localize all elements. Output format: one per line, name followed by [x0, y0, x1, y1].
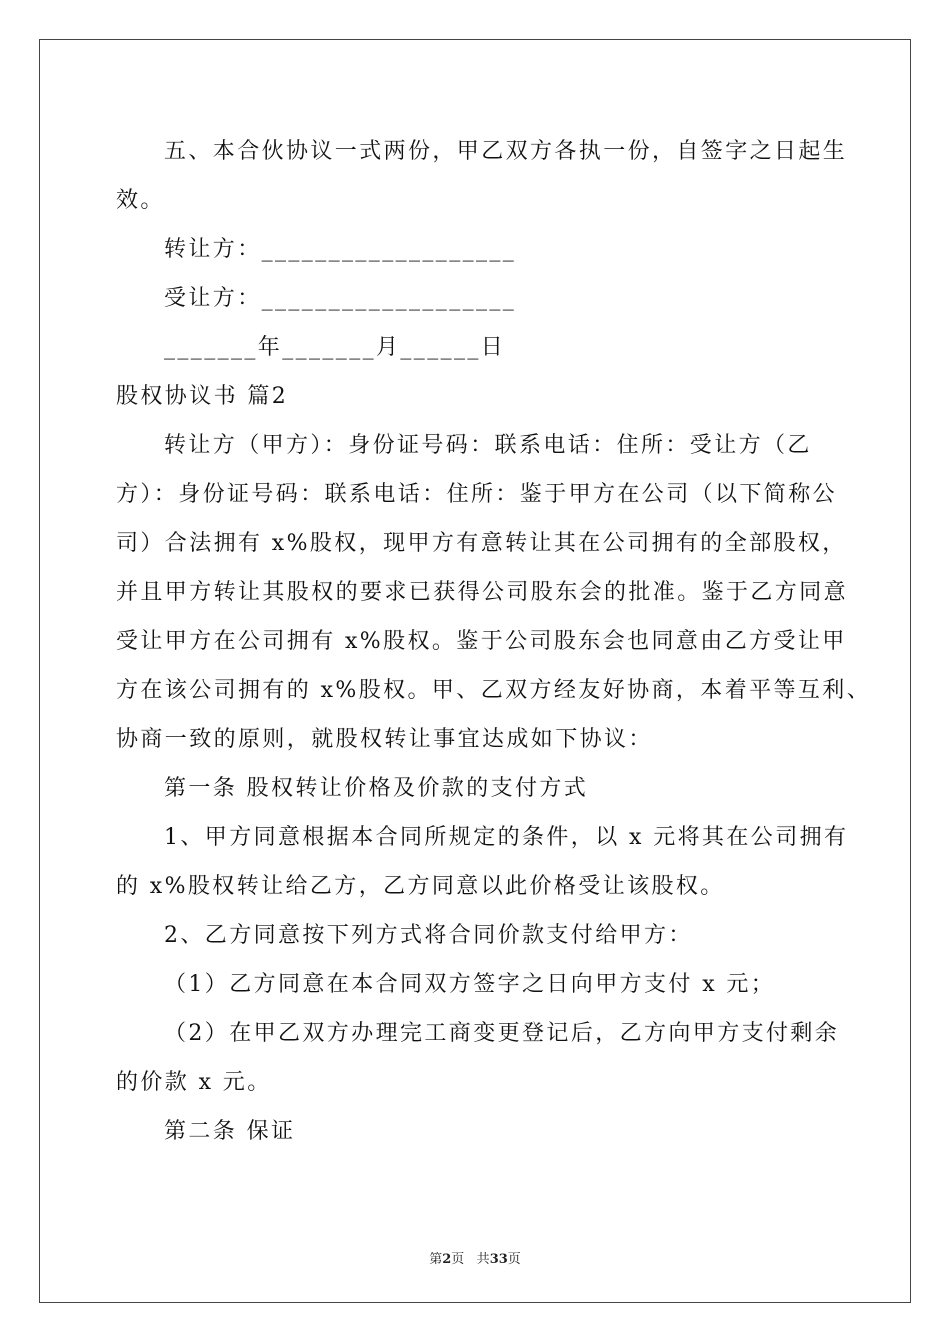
date-line: _______年_______月______日: [164, 335, 506, 360]
paragraph-line: 协商一致的原则，就股权转让事宜达成如下协议：: [116, 727, 653, 752]
paragraph-line: （2）在甲乙双方办理完工商变更登记后，乙方向甲方支付剩余: [164, 1021, 840, 1046]
signature-transferor: 转让方：___________________: [164, 237, 517, 262]
paragraph-line: 的价款 x 元。: [116, 1070, 272, 1095]
paragraph-line: 效。: [116, 188, 165, 213]
paragraph-line: 受让甲方在公司拥有 x%股权。鉴于公司股东会也同意由乙方受让甲: [116, 629, 847, 654]
total-suffix: 页: [507, 1252, 521, 1267]
total-prefix: 共: [476, 1252, 490, 1267]
paragraph-line: 的 x%股权转让给乙方，乙方同意以此价格受让该股权。: [116, 874, 725, 899]
page-footer: [0, 1248, 950, 1267]
paragraph-line: 转让方（甲方）：身份证号码：联系电话：住所：受让方（乙: [164, 433, 812, 458]
page-number: 2: [442, 1252, 452, 1267]
paragraph-line: 司）合法拥有 x%股权，现甲方有意转让其在公司拥有的全部股权，: [116, 531, 847, 556]
paragraph-line: 方）：身份证号码：联系电话：住所：鉴于甲方在公司（以下简称公: [116, 482, 838, 507]
document-body: [116, 127, 872, 1156]
paragraph-line: 方在该公司拥有的 x%股权。甲、乙双方经友好协商，本着平等互利、: [116, 678, 872, 703]
article-heading: 第一条 股权转让价格及价款的支付方式: [164, 776, 589, 801]
page-mid: 页: [451, 1252, 465, 1267]
paragraph-line: 2、乙方同意按下列方式将合同价款支付给甲方：: [164, 923, 693, 948]
article-heading: 第二条 保证: [164, 1119, 296, 1144]
paragraph-line: （1）乙方同意在本合同双方签字之日向甲方支付 x 元；: [164, 972, 776, 997]
paragraph-line: 并且甲方转让其股权的要求已获得公司股东会的批准。鉴于乙方同意: [116, 580, 849, 605]
signature-transferee: 受让方：___________________: [164, 286, 517, 311]
total-pages: 33: [489, 1252, 508, 1267]
page-prefix: 第: [429, 1252, 443, 1267]
paragraph-line: 五、本合伙协议一式两份，甲乙双方各执一份，自签字之日起生: [164, 139, 848, 164]
paragraph-line: 1、甲方同意根据本合同所规定的条件，以 x 元将其在公司拥有: [164, 825, 849, 850]
section-heading: 股权协议书 篇2: [116, 384, 289, 409]
